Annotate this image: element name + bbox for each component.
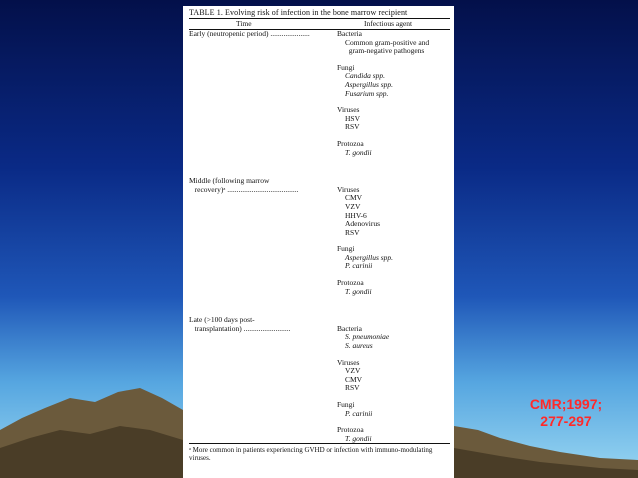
- agent-item: T. gondii: [345, 286, 372, 296]
- column-header-agent: Infectious agent: [364, 19, 413, 28]
- agent-item: RSV: [345, 122, 360, 132]
- period-section: [189, 177, 450, 296]
- agent-item: Common gram-positive and: [345, 37, 430, 47]
- period-agents: [337, 316, 450, 443]
- agent-item: S. pneumoniae: [345, 332, 390, 342]
- agent-item: RSV: [345, 227, 360, 237]
- table-title: TABLE 1. Evolving risk of infection in the bone marrow recipient: [189, 8, 408, 17]
- agent-item: HSV: [345, 113, 361, 123]
- period-time: [189, 30, 337, 39]
- infection-risk-table: [183, 6, 454, 478]
- citation-line-2: 277-297: [540, 413, 592, 429]
- period-time-line: transplantation) .........................: [189, 323, 291, 333]
- agent-item: CMV: [345, 193, 363, 203]
- agent-item: P. carinii: [345, 408, 373, 418]
- agent-category: Fungi: [337, 400, 355, 409]
- agent-category: Bacteria: [337, 323, 362, 333]
- agent-item: T. gondii: [345, 147, 372, 157]
- agent-item: S. aureus: [345, 341, 373, 351]
- period-section: [189, 30, 450, 157]
- agent-category: Protozoa: [337, 278, 364, 288]
- agent-item: Candida spp.: [345, 71, 386, 81]
- agent-item: Adenovirus: [345, 219, 380, 229]
- table-header: [189, 19, 450, 29]
- period-time-line: recovery)ᵃ ......................................: [189, 184, 299, 194]
- agent-item: P. carinii: [345, 261, 373, 271]
- agent-item: VZV: [345, 366, 361, 376]
- agent-category: Fungi: [337, 62, 355, 72]
- period-spacer: [189, 157, 450, 177]
- agent-category: Fungi: [337, 244, 355, 254]
- agent-category: Protozoa: [337, 425, 364, 435]
- agent-item: VZV: [345, 201, 361, 211]
- agent-item: Aspergillus spp.: [345, 79, 394, 89]
- period-time: [189, 177, 337, 194]
- period-time: [189, 316, 337, 333]
- column-header-time: Time: [236, 19, 252, 28]
- agent-category: Protozoa: [337, 138, 364, 148]
- period-agents: [337, 177, 450, 296]
- agent-category: Viruses: [337, 105, 360, 115]
- agent-item: gram-negative pathogens: [345, 46, 425, 56]
- agent-category: Bacteria: [337, 29, 362, 38]
- agent-item: RSV: [345, 383, 360, 393]
- table-footnote: ᵃ More common in patients experiencing GVHD or infection with immuno-modulating viruses.: [189, 446, 433, 463]
- period-spacer: [189, 296, 450, 316]
- agent-item: Fusarium spp.: [345, 88, 389, 98]
- citation: [521, 396, 611, 430]
- agent-item: T. gondii: [345, 433, 372, 443]
- agent-item: HHV-6: [345, 210, 367, 220]
- agent-item: Aspergillus spp.: [345, 252, 394, 262]
- period-time-line: Early (neutropenic period) .....................: [189, 29, 310, 38]
- period-agents: [337, 30, 450, 157]
- table-body: [189, 30, 450, 443]
- citation-line-1: CMR;1997;: [529, 396, 603, 412]
- period-time-line: Middle (following marrow: [189, 176, 270, 186]
- agent-item: CMV: [345, 374, 363, 384]
- agent-category: Viruses: [337, 357, 360, 367]
- period-section: [189, 316, 450, 443]
- period-time-line: Late (>100 days post-: [189, 315, 255, 325]
- agent-category: Viruses: [337, 184, 360, 194]
